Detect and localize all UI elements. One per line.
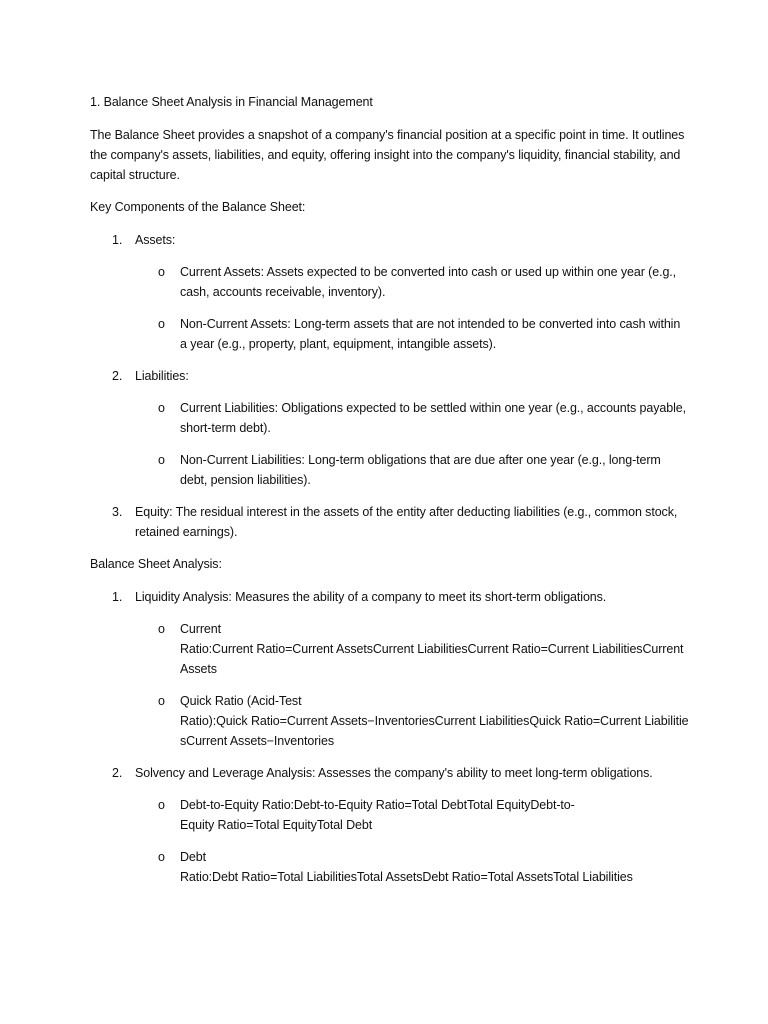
sub-item-text: Current Assets: Assets expected to be converted into cash or used up within one year (e.g., cash, accounts receivable, inventory). [180, 265, 677, 299]
bullet-marker: o [158, 453, 165, 467]
list-number: 1. [112, 590, 123, 604]
sub-item-non-current-assets [90, 314, 690, 354]
list-number: 3. [112, 505, 123, 519]
list-item-label: Liabilities: [135, 369, 189, 383]
document-body [90, 92, 690, 899]
sub-item-line1: Debt-to-Equity Ratio:Debt-to-Equity Ratio=Total DebtTotal EquityDebt-to- [180, 798, 575, 812]
list-number: 1. [112, 233, 123, 247]
list-item-label: Equity: The residual interest in the assets of the entity after deducting liabilities (e.g., common stock, retained earnings). [135, 505, 678, 539]
list-item-solvency-analysis [90, 763, 690, 783]
sub-item-text: Current Liabilities: Obligations expected to be settled within one year (e.g., accounts payable, short-term debt). [180, 401, 686, 435]
sub-item-line1: Debt [180, 850, 207, 864]
bullet-marker: o [158, 622, 165, 636]
list-item-label: Liquidity Analysis: Measures the ability of a company to meet its short-term obligations. [135, 590, 607, 604]
bullet-marker: o [158, 265, 165, 279]
sub-item-text: Non-Current Liabilities: Long-term obligations that are due after one year (e.g., long-term debt, pension liabilities). [180, 453, 661, 487]
sub-item-formula: Ratio):Quick Ratio=Current Assets−InventoriesCurrent LiabilitiesQuick Ratio=Current LiabilitiesCurrent Assets−Inventories [180, 714, 689, 748]
bullet-marker: o [158, 317, 165, 331]
sub-item-current-assets [90, 262, 690, 302]
sub-item-debt-ratio [90, 847, 690, 887]
list-item-liquidity-analysis [90, 587, 690, 607]
sub-item-formula: Equity Ratio=Total EquityTotal Debt [180, 818, 373, 832]
bullet-marker: o [158, 694, 165, 708]
list-item-equity [90, 502, 690, 542]
sub-item-text: Non-Current Assets: Long-term assets that are not intended to be converted into cash within a year (e.g., property, plant, equipment, intangible assets). [180, 317, 681, 351]
sub-item-debt-to-equity-ratio [90, 795, 690, 835]
bullet-marker: o [158, 850, 165, 864]
bullet-marker: o [158, 401, 165, 415]
list-item-assets [90, 230, 690, 250]
sub-item-quick-ratio [90, 691, 690, 751]
sub-item-line1: Quick Ratio (Acid-Test [180, 694, 302, 708]
list-number: 2. [112, 369, 123, 383]
list-item-label: Assets: [135, 233, 176, 247]
list-item-liabilities [90, 366, 690, 386]
analysis-heading: Balance Sheet Analysis: [90, 557, 222, 571]
sub-item-formula: Ratio:Current Ratio=Current AssetsCurrent LiabilitiesCurrent Ratio=Current LiabilitiesCurrent Assets [180, 642, 684, 676]
document-title: 1. Balance Sheet Analysis in Financial Management [90, 95, 373, 109]
list-number: 2. [112, 766, 123, 780]
sub-item-current-liabilities [90, 398, 690, 438]
sub-item-non-current-liabilities [90, 450, 690, 490]
sub-item-formula: Ratio:Debt Ratio=Total LiabilitiesTotal AssetsDebt Ratio=Total AssetsTotal Liabilities [180, 870, 633, 884]
sub-item-line1: Current [180, 622, 221, 636]
list-item-label: Solvency and Leverage Analysis: Assesses the company's ability to meet long-term obligations. [135, 766, 653, 780]
sub-item-current-ratio [90, 619, 690, 679]
components-heading: Key Components of the Balance Sheet: [90, 200, 306, 214]
bullet-marker: o [158, 798, 165, 812]
intro-paragraph: The Balance Sheet provides a snapshot of a company's financial position at a specific point in time. It outlines the company's assets, liabilities, and equity, offering insight into the company's liquidity, financial stability, and capital structure. [90, 128, 685, 182]
